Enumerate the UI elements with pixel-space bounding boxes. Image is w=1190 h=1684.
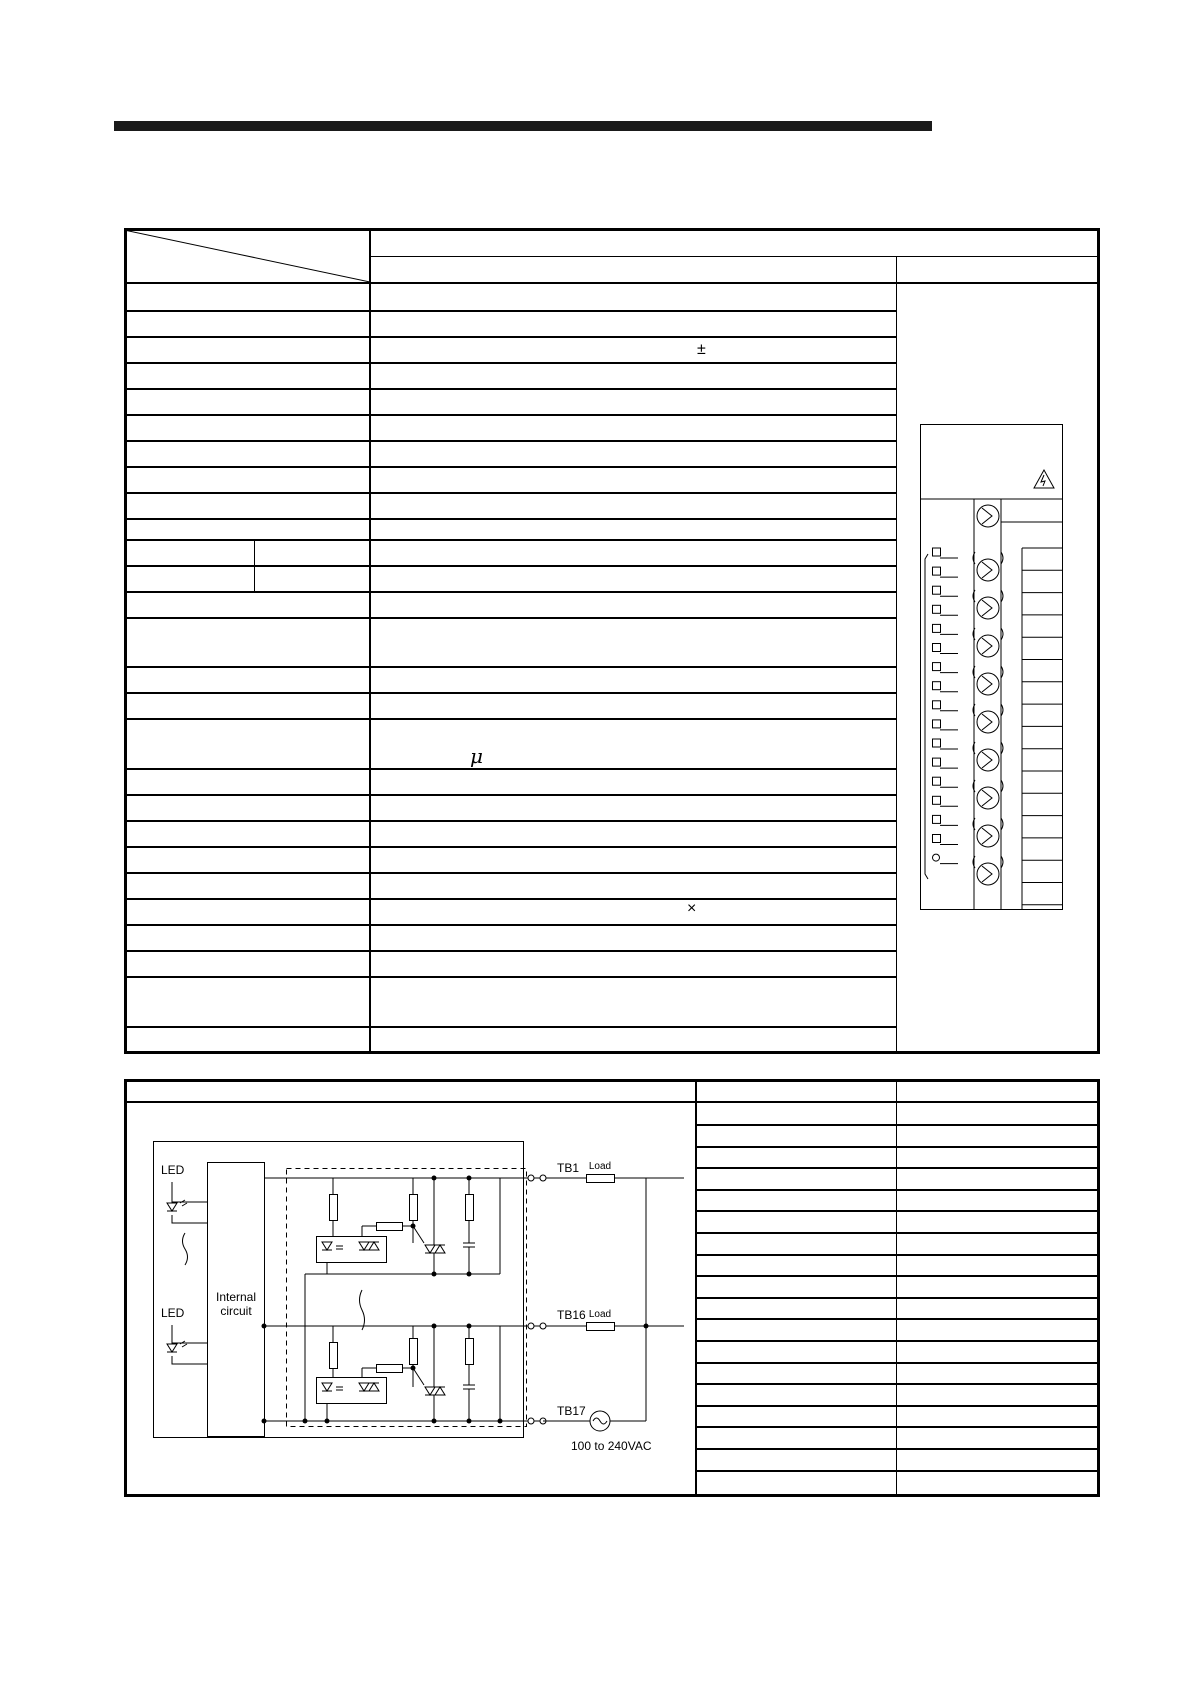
load-top-label: Load [588, 1161, 612, 1172]
internal-circuit-label-2: circuit [220, 1304, 252, 1318]
spec-table-row-rule [124, 950, 896, 952]
signal-table-row-rule [696, 1232, 1100, 1234]
led-indicator-icon [933, 739, 959, 749]
signal-table-row-rule [696, 1189, 1100, 1191]
led-indicator-icon [933, 701, 959, 711]
terminal-screw-icon [977, 505, 999, 527]
terminal-screw-icon [973, 704, 1003, 733]
plus-minus-symbol: ± [697, 341, 706, 358]
internal-circuit-label-1: Internal [215, 1290, 257, 1304]
spec-table-row-rule [124, 718, 896, 720]
terminal-screw-icon [973, 666, 1003, 695]
times-symbol: × [687, 900, 697, 917]
spec-table-row-rule [124, 666, 896, 668]
led-indicator-icon [933, 758, 959, 768]
spec-table-row-rule [124, 794, 896, 796]
led-indicator-icon [933, 777, 959, 787]
spec-table-row-rule [124, 1026, 896, 1028]
signal-table-row-rule [696, 1275, 1100, 1277]
spec-table-subrow-rule [254, 565, 896, 566]
spec-table-row-rule [124, 440, 896, 442]
indicator-icon [933, 854, 959, 864]
signal-table-row-rule [696, 1470, 1100, 1472]
signal-table-row-rule [696, 1383, 1100, 1385]
tb17-label: TB17 [557, 1404, 586, 1418]
signal-table-row-rule [696, 1297, 1100, 1299]
circuit-diagram [130, 1105, 692, 1495]
spec-table-row-rule [124, 492, 896, 494]
signal-table-row-rule [696, 1448, 1100, 1450]
spec-table-row-rule [124, 898, 896, 900]
signal-table-row-rule [696, 1405, 1100, 1407]
led-indicator-icon [933, 548, 959, 558]
spec-table-col-divider-1 [369, 228, 371, 1054]
spec-table-row-rule [124, 692, 896, 694]
terminal-screw-icon [973, 590, 1003, 619]
led-indicator-icon [933, 605, 959, 615]
spec-table-row-rule [124, 518, 896, 520]
led-indicator-icon [933, 815, 959, 825]
spec-table-row-rule [124, 924, 896, 926]
signal-table-row-rule [696, 1146, 1100, 1148]
led-indicator-icon [933, 663, 959, 673]
led-bracket [925, 554, 928, 879]
terminal-block-diagram [920, 424, 1066, 910]
led-bottom-label: LED [161, 1306, 185, 1320]
spec-table-row-rule [124, 820, 896, 822]
signal-table-divider [896, 1079, 897, 1497]
spec-table-row-rule [124, 846, 896, 848]
terminal-screw-icon [973, 818, 1003, 847]
tb1-label: TB1 [557, 1161, 580, 1175]
spec-table-row-rule [124, 388, 896, 390]
led-indicator-icon [933, 835, 959, 845]
led-indicator-icon [933, 720, 959, 730]
terminal-screw-icon [973, 780, 1003, 809]
led-indicator-icon [933, 586, 959, 596]
spec-table-row-rule [124, 466, 896, 468]
spec-table-row-rule [124, 617, 896, 619]
spec-table-col-divider-2 [896, 256, 897, 1054]
spec-table-row-rule [124, 362, 896, 364]
spec-table-row-rule [124, 872, 896, 874]
title-rule [114, 121, 932, 131]
terminal-screw-icon [973, 552, 1003, 581]
signal-table-row-rule [696, 1362, 1100, 1364]
led-indicator-icon [933, 644, 959, 654]
terminal-screw-icon [973, 742, 1003, 771]
led-indicator-icon [933, 567, 959, 577]
header-diagonal [124, 228, 370, 284]
signal-table-row-rule [696, 1167, 1100, 1169]
tb16-label: TB16 [557, 1308, 586, 1322]
micro-symbol: μ [470, 744, 483, 768]
load-bottom-label: Load [588, 1309, 612, 1320]
spec-table-row-rule [124, 414, 896, 416]
signal-table-row-rule [696, 1340, 1100, 1342]
spec-table-row-rule [124, 310, 896, 312]
signal-table-row-rule [696, 1210, 1100, 1212]
signal-table-row-rule [696, 1124, 1100, 1126]
terminal-screw-icon [973, 856, 1003, 885]
led-indicator-icon [933, 682, 959, 692]
circuit-table-divider [695, 1079, 697, 1497]
spec-table-header-rule [370, 256, 1100, 257]
spec-table-row-rule [124, 591, 896, 593]
spec-table-row-rule [124, 976, 896, 978]
circuit-table-header-rule [124, 1101, 1100, 1103]
led-indicator-icon [933, 624, 959, 634]
signal-table-row-rule [696, 1426, 1100, 1428]
terminal-screw-icon [973, 628, 1003, 657]
spec-table-subrow-rule [370, 768, 896, 769]
signal-table-row-rule [696, 1318, 1100, 1320]
led-top-label: LED [161, 1163, 185, 1177]
spec-table-row-rule [124, 539, 896, 541]
spec-table-row-rule [124, 336, 896, 338]
led-indicator-icon [933, 796, 959, 806]
signal-table-row-rule [696, 1254, 1100, 1256]
supply-voltage-label: 100 to 240VAC [571, 1439, 652, 1453]
warning-icon [1034, 470, 1054, 488]
